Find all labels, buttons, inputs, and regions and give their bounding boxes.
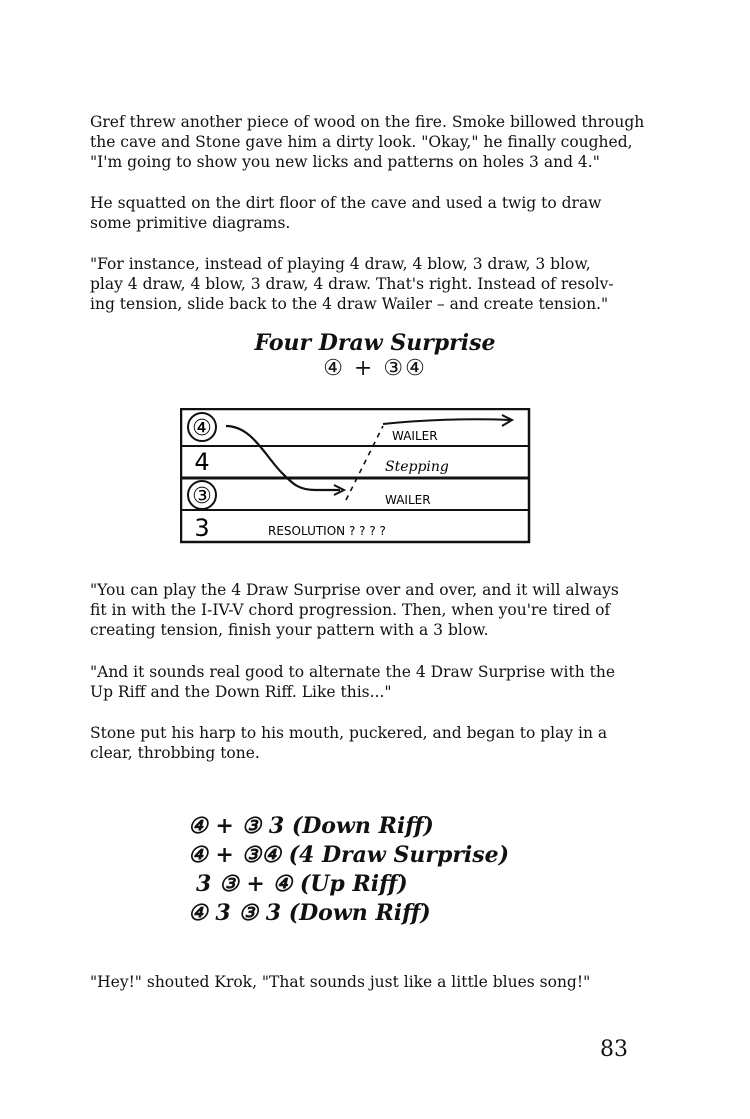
figure-formula: ④ + ③④ [323, 356, 427, 381]
paragraph-6 [90, 723, 650, 763]
label-wailer-bottom: WAILER [385, 493, 431, 507]
row-label: 3 [194, 514, 210, 542]
riff-list [188, 812, 509, 928]
text-line: Gref threw another piece of wood on the fire. Smoke billowed through [90, 113, 645, 131]
page-number: 83 [600, 1037, 628, 1062]
label-stepping: Stepping [385, 459, 449, 475]
text-line: "And it sounds real good to alternate the 4 Draw Surprise with the [90, 663, 615, 681]
text-line: ing tension, slide back to the 4 draw Wailer – and create tension." [90, 295, 609, 313]
text-line: "I'm going to show you new licks and patterns on holes 3 and 4." [90, 153, 600, 171]
label-resolution: RESOLUTION ? ? ? ? [268, 524, 386, 538]
paragraph-1 [90, 112, 650, 172]
text-line: Stone put his harp to his mouth, puckered, and began to play in a [90, 724, 608, 742]
dashed-return [346, 426, 383, 500]
text-line: fit in with the I-IV-V chord progression. Then, when you're tired of [90, 601, 611, 619]
row-label: ④ [192, 416, 212, 441]
riff-line: ④ 3 ③ 3 (Down Riff) [188, 900, 431, 926]
text-line: "For instance, instead of playing 4 draw, 4 blow, 3 draw, 3 blow, [90, 255, 591, 273]
text-line: play 4 draw, 4 blow, 3 draw, 4 draw. That's right. Instead of resolv- [90, 275, 614, 293]
riff-line: ④ + ③ 3 (Down Riff) [188, 813, 434, 839]
text-line: some primitive diagrams. [90, 214, 291, 232]
hole-diagram [180, 408, 532, 548]
text-line: "Hey!" shouted Krok, "That sounds just like a little blues song!" [90, 973, 591, 991]
text-line: Up Riff and the Down Riff. Like this..." [90, 683, 392, 701]
paragraph-7 [90, 972, 650, 992]
text-line: "You can play the 4 Draw Surprise over and over, and it will always [90, 581, 619, 599]
row-label: 4 [194, 448, 210, 476]
figure-title: Four Draw Surprise [254, 330, 496, 356]
riff-line: 3 ③ + ④ (Up Riff) [196, 871, 408, 897]
wailer-arrow [383, 419, 510, 424]
paragraph-2 [90, 193, 650, 233]
paragraph-4 [90, 580, 650, 640]
text-line: clear, throbbing tone. [90, 744, 260, 762]
riff-line: ④ + ③④ (4 Draw Surprise) [188, 842, 510, 868]
row-label: ③ [192, 484, 212, 509]
text-line: the cave and Stone gave him a dirty look. "Okay," he finally coughed, [90, 133, 633, 151]
paragraph-3 [90, 254, 650, 314]
diagram-border [181, 409, 529, 542]
text-line: creating tension, finish your pattern with a 3 blow. [90, 621, 489, 639]
text-line: He squatted on the dirt floor of the cave and used a twig to draw [90, 194, 602, 212]
bend-curve [226, 426, 340, 490]
paragraph-5 [90, 662, 650, 702]
label-wailer-top: WAILER [392, 429, 438, 443]
